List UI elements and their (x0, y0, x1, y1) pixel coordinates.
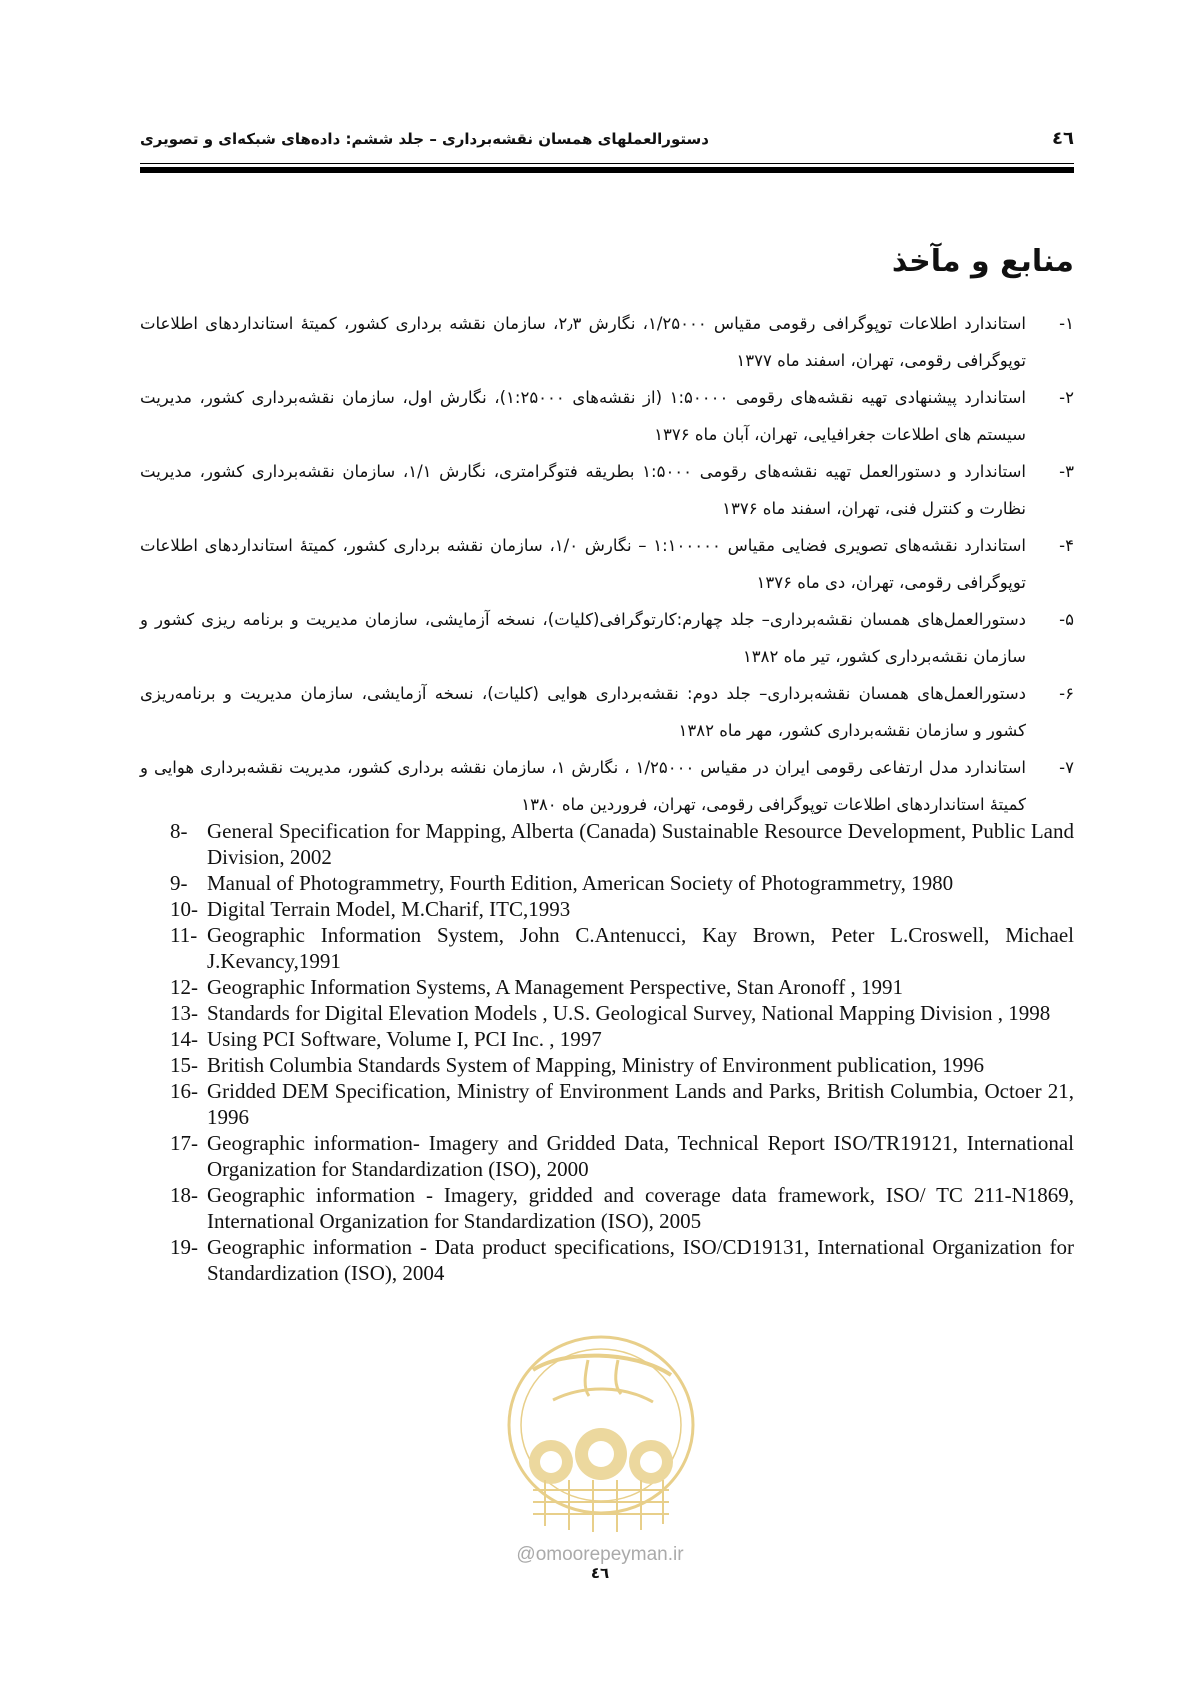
list-item (140, 305, 1074, 379)
reference-number: ۲- (1059, 388, 1074, 407)
reference-text: استاندارد اطلاعات توپوگرافی رقومی مقیاس ۱/۲۵۰۰۰، نگارش ۲٫۳، سازمان نقشه برداری کشور، کمیتهٔ استانداردهای اطلاعات توپوگرافی رقومی، تهران، اسفند ماه ۱۳۷۷ (140, 314, 1026, 370)
reference-number: 18- (170, 1183, 198, 1207)
omoorepeyman-seal-icon (493, 1330, 709, 1540)
list-item (170, 1026, 1074, 1052)
reference-number: 13- (170, 1001, 198, 1025)
list-item (170, 1078, 1074, 1130)
reference-text: دستورالعمل‌های همسان نقشه‌برداری– جلد دوم: نقشه‌برداری هوایی (کلیات)، نسخه آزمایشی، سازمان مدیریت و برنامه‌ریزی کشور و سازمان نقشه‌برداری کشور، مهر ماه ۱۳۸۲ (140, 684, 1026, 740)
list-item (140, 379, 1074, 453)
header-rule-thick (140, 167, 1074, 173)
persian-references-list (140, 305, 1074, 823)
running-header (140, 128, 1074, 152)
reference-number: ۴- (1059, 536, 1074, 555)
reference-number: 9- (170, 871, 188, 895)
reference-text: Geographic information- Imagery and Gridded Data, Technical Report ISO/TR19121, International Organization for Standardization (ISO), 2000 (207, 1131, 1074, 1181)
reference-text: Standards for Digital Elevation Models , U.S. Geological Survey, National Mapping Division , 1998 (207, 1001, 1051, 1025)
header-page-number: ٤٦ (1052, 128, 1074, 149)
list-item (170, 922, 1074, 974)
reference-text: Geographic Information Systems, A Management Perspective, Stan Aronoff , 1991 (207, 975, 903, 999)
reference-number: ۵- (1059, 610, 1074, 629)
reference-number: 17- (170, 1131, 198, 1155)
footer-page-number: ٤٦ (590, 1564, 610, 1582)
reference-number: 11- (170, 923, 198, 947)
reference-text: Gridded DEM Specification, Ministry of Environment Lands and Parks, British Columbia, Octoer 21, 1996 (207, 1079, 1074, 1129)
reference-text: British Columbia Standards System of Mapping, Ministry of Environment publication, 1996 (207, 1053, 984, 1077)
list-item (170, 1234, 1074, 1286)
list-item (170, 818, 1074, 870)
list-item (140, 675, 1074, 749)
reference-number: ۳- (1059, 462, 1074, 481)
list-item (140, 453, 1074, 527)
reference-text: استاندارد و دستورالعمل تهیه نقشه‌های رقومی ۱:۵۰۰۰ بطریقه فتوگرامتری، نگارش ۱/۱، سازمان نقشه‌برداری کشور، مدیریت نظارت و کنترل فنی، تهران، اسفند ماه ۱۳۷۶ (140, 462, 1026, 518)
reference-number: 8- (170, 819, 188, 843)
list-item (140, 749, 1074, 823)
list-item (170, 974, 1074, 1000)
reference-text: Digital Terrain Model, M.Charif, ITC,1993 (207, 897, 571, 921)
list-item (170, 1052, 1074, 1078)
reference-number: 12- (170, 975, 198, 999)
reference-text: Manual of Photogrammetry, Fourth Edition, American Society of Photogrammetry, 1980 (207, 871, 954, 895)
list-item (170, 896, 1074, 922)
list-item (170, 1130, 1074, 1182)
reference-text: استاندارد پیشنهادی تهیه نقشه‌های رقومی ۱:۵۰۰۰۰ (از نقشه‌های ۱:۲۵۰۰۰)، نگارش اول، سازمان نقشه‌برداری کشور، مدیریت سیستم های اطلاعات جغرافیایی، تهران، آبان ماه ۱۳۷۶ (140, 388, 1027, 444)
reference-number: 15- (170, 1053, 198, 1077)
list-item (170, 870, 1074, 896)
reference-text: Using PCI Software, Volume I, PCI Inc. , 1997 (207, 1027, 602, 1051)
list-item (170, 1182, 1074, 1234)
reference-text: استاندارد نقشه‌های تصویری فضایی مقیاس ۱:۱۰۰۰۰۰ – نگارش ۱/۰، سازمان نقشه برداری کشور، کمیتهٔ استانداردهای اطلاعات توپوگرافی رقومی، تهران، دی ماه ۱۳۷۶ (140, 536, 1026, 592)
running-title: دستورالعملهای همسان نقشه‌برداری – جلد ششم: داده‌های شبکه‌ای و تصویری (140, 130, 709, 148)
reference-text: دستورالعمل‌های همسان نقشه‌برداری– جلد چهارم:کارتوگرافی(کلیات)، نسخه آزمایشی، سازمان مدیریت و برنامه ریزی کشور و سازمان نقشه‌برداری کشور، تیر ماه ۱۳۸۲ (140, 610, 1026, 666)
reference-text: Geographic Information System, John C.Antenucci, Kay Brown, Peter L.Croswell, Michael J.Kevancy,1991 (207, 923, 1074, 973)
list-item (170, 1000, 1074, 1026)
reference-text: استاندارد مدل ارتفاعی رقومی ایران در مقیاس ۱/۲۵۰۰۰ ، نگارش ۱، سازمان نقشه برداری کشور، مدیریت نقشه‌برداری هوایی و کمیتهٔ استانداردهای اطلاعات توپوگرافی رقومی، تهران، فروردین ماه ۱۳۸۰ (140, 758, 1026, 814)
header-rule-thin (140, 163, 1074, 164)
reference-text: General Specification for Mapping, Alberta (Canada) Sustainable Resource Development, Public Land Division, 2002 (207, 819, 1074, 869)
reference-number: ١- (1059, 314, 1074, 333)
reference-number: ۷- (1059, 758, 1074, 777)
english-references-list (170, 818, 1074, 1286)
watermark-url: @omoorepeyman.ir (516, 1544, 684, 1565)
reference-text: Geographic information - Data product specifications, ISO/CD19131, International Organization for Standardization (ISO), 2004 (207, 1235, 1074, 1285)
reference-number: 16- (170, 1079, 198, 1103)
reference-number: 10- (170, 897, 198, 921)
list-item (140, 601, 1074, 675)
section-heading: منابع و مآخذ (891, 244, 1074, 279)
reference-number: 19- (170, 1235, 198, 1259)
seal-graphic (493, 1330, 709, 1540)
list-item (140, 527, 1074, 601)
reference-number: 14- (170, 1027, 198, 1051)
reference-text: Geographic information - Imagery, gridded and coverage data framework, ISO/ TC 211-N1869, International Organization for Standardization (ISO), 2005 (207, 1183, 1074, 1233)
reference-number: ۶- (1059, 684, 1074, 703)
